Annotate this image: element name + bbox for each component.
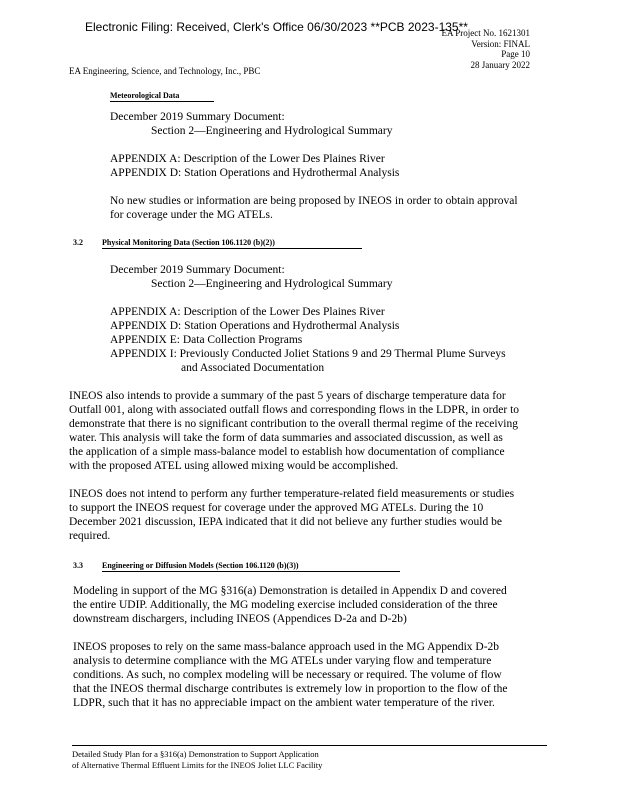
paragraph-line: that the INEOS thermal discharge contributes is extremely low in proportion to the flow of the [73,683,508,695]
section-heading: Engineering or Diffusion Models (Section 106.1120 (b)(3)) [102,561,400,572]
paragraph-line: INEOS proposes to rely on the same mass-balance approach used in the MG Appendix D-2b [73,641,500,653]
appendix-item: APPENDIX E: Data Collection Programs [110,334,303,346]
section-number: 3.2 [73,238,83,247]
doc-section: Section 2—Engineering and Hydrological Summary [151,278,393,290]
paragraph-line: LDPR, such that it has no appreciable impact on the ambient water temperature of the river. [73,697,495,709]
project-number: EA Project No. 1621301 [441,28,530,38]
appendix-item: APPENDIX A: Description of the Lower Des Plaines River [110,306,385,318]
appendix-item: APPENDIX D: Station Operations and Hydrothermal Analysis [110,320,400,332]
paragraph-line: with the proposed ATEL using allowed mixing would be accomplished. [69,460,399,472]
document-date: 28 January 2022 [470,59,530,70]
footer [72,749,322,771]
paragraph-line: Outfall 001, along with associated outfall flows and corresponding flows in the LDPR, in order to [69,404,520,416]
paragraph-line: water. This analysis will take the form of data summaries and associated discussion, as well as [69,432,503,444]
company-name: EA Engineering, Science, and Technology, Inc., PBC [69,66,261,76]
note-line: for coverage under the MG ATELs. [110,209,273,221]
footer-line: Detailed Study Plan for a §316(a) Demonstration to Support Application [72,749,319,759]
footer-rule [72,745,547,746]
section-heading: Physical Monitoring Data (Section 106.1120 (b)(2)) [102,238,362,249]
appendix-item: APPENDIX I: Previously Conducted Joliet Stations 9 and 29 Thermal Plume Surveys [110,348,506,360]
appendix-item: APPENDIX D: Station Operations and Hydrothermal Analysis [110,167,400,179]
paragraph-line: conditions. As such, no complex modeling will be necessary or required. The volume of flow [73,669,502,681]
paragraph-line: Modeling in support of the MG §316(a) Demonstration is detailed in Appendix D and covered [73,585,507,597]
paragraph-line: analysis to determine compliance with the MG ATELs under varying flow and temperature [73,655,492,667]
paragraph-line: December 2021 discussion, IEPA indicated that it did not believe any further studies would be [69,516,502,528]
note-line: No new studies or information are being proposed by INEOS in order to obtain approval [110,195,518,207]
appendix-item: APPENDIX A: Description of the Lower Des Plaines River [110,153,385,165]
paragraph-line: demonstrate that there is no significant contribution to the overall thermal regime of the receiving [69,418,518,430]
section-number: 3.3 [73,561,83,570]
project-info [442,28,531,70]
appendix-item-continued: and Associated Documentation [181,362,325,374]
footer-line: of Alternative Thermal Effluent Limits for the INEOS Joliet LLC Facility [72,760,323,770]
paragraph-line: to support the INEOS request for coverage under the approved MG ATELs. During the 10 [69,502,484,514]
paragraph-line: the entire UDIP. Additionally, the MG modeling exercise included consideration of the three [73,599,498,611]
paragraph-line: INEOS does not intend to perform any further temperature-related field measurements or studies [69,488,515,500]
meteorological-heading: Meteorological Data [110,91,214,102]
doc-title: December 2019 Summary Document: [110,111,285,123]
filing-stamp: Electronic Filing: Received, Clerk's Office 06/30/2023 **PCB 2023-135** [85,20,468,34]
doc-title: December 2019 Summary Document: [110,264,285,276]
version: Version: FINAL [471,38,530,49]
page-number: Page 10 [501,49,530,59]
doc-section: Section 2—Engineering and Hydrological Summary [151,125,393,137]
paragraph-line: the application of a simple mass-balance model to establish how documentation of compliance [69,446,505,458]
paragraph-line: INEOS also intends to provide a summary of the past 5 years of discharge temperature data for [69,390,506,402]
paragraph-line: required. [69,530,111,542]
paragraph-line: downstream dischargers, including INEOS (Appendices D-2a and D-2b) [73,613,407,625]
